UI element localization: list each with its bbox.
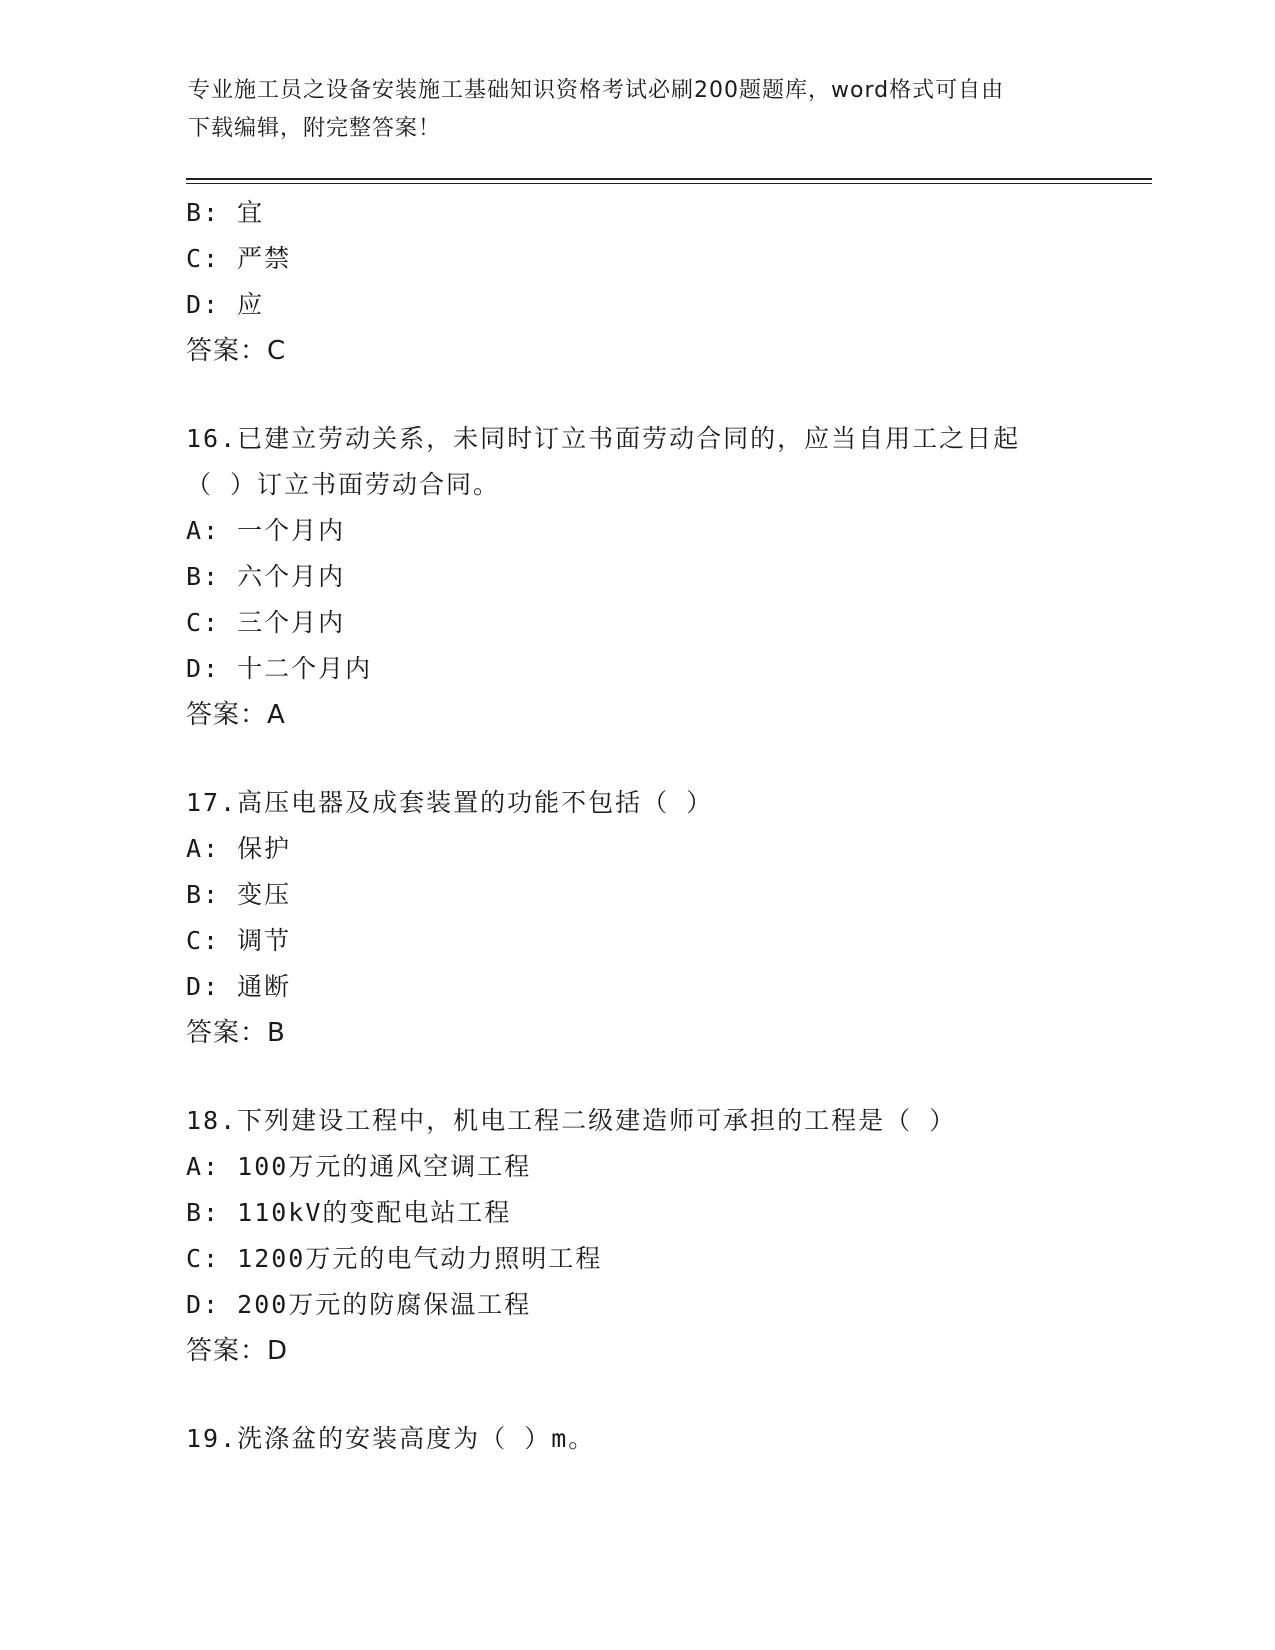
answer-line: 答案：B [186, 1018, 286, 1048]
option-d: D: 应 [186, 290, 265, 319]
header-title-line-2: 下载编辑，附完整答案！ [188, 116, 442, 141]
option-a: A: 一个月内 [186, 516, 346, 545]
option-a: A: 保护 [186, 834, 292, 863]
option-b: B: 110kV的变配电站工程 [186, 1198, 512, 1227]
option-c: C: 调节 [186, 926, 292, 955]
answer-line: 答案：D [186, 1336, 289, 1366]
option-d: D: 十二个月内 [186, 654, 373, 683]
option-b: B: 六个月内 [186, 562, 346, 591]
answer-line: 答案：C [186, 336, 287, 366]
question-17 [186, 780, 1146, 1056]
header-divider [186, 178, 1152, 184]
question-stem: 19.洗涤盆的安装高度为（ ）m。 [186, 1424, 596, 1453]
header-title-line-1: 专业施工员之设备安装施工基础知识资格考试必刷200题题库，word格式可自由 [188, 78, 1005, 103]
option-c: C: 三个月内 [186, 608, 346, 637]
spacer [186, 738, 1146, 780]
option-b: B: 宜 [186, 198, 265, 227]
spacer [186, 1374, 1146, 1416]
option-c: C: 严禁 [186, 244, 292, 273]
document-header [188, 72, 1088, 148]
option-a: A: 100万元的通风空调工程 [186, 1152, 532, 1181]
question-stem-line-1: 16.已建立劳动关系，未同时订立书面劳动合同的，应当自用工之日起 [186, 424, 1021, 453]
answer-line: 答案：A [186, 700, 286, 730]
spacer [186, 1056, 1146, 1098]
spacer [186, 374, 1146, 416]
question-15 [186, 190, 1146, 374]
option-d: D: 通断 [186, 972, 292, 1001]
question-stem-line-2: （ ）订立书面劳动合同。 [186, 470, 501, 499]
question-19 [186, 1416, 1146, 1462]
option-d: D: 200万元的防腐保温工程 [186, 1290, 532, 1319]
question-stem: 17.高压电器及成套装置的功能不包括（ ） [186, 788, 714, 817]
option-c: C: 1200万元的电气动力照明工程 [186, 1244, 603, 1273]
question-list [186, 190, 1146, 1462]
question-16 [186, 416, 1146, 738]
option-b: B: 变压 [186, 880, 292, 909]
question-stem: 18.下列建设工程中，机电工程二级建造师可承担的工程是（ ） [186, 1106, 957, 1135]
question-18 [186, 1098, 1146, 1374]
